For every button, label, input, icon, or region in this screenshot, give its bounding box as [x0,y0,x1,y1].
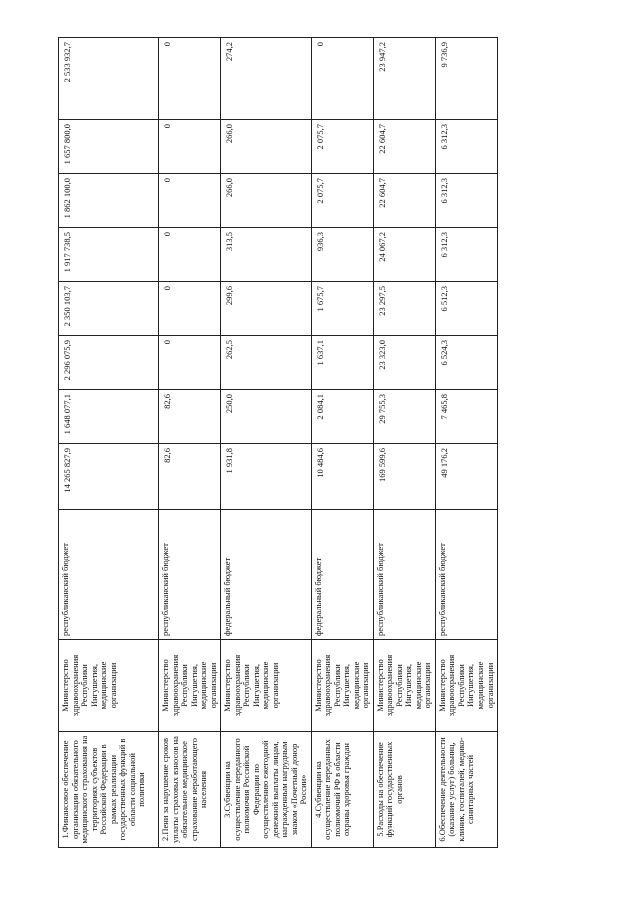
row-value: 0 [159,282,221,336]
row-value: 274,2 [221,38,312,120]
row-executor: Министерство здравоохранения Республики Ингушетия, медицинские организации [435,640,497,732]
row-value: 82,6 [159,444,221,510]
row-funding-source: республиканский бюджет [435,510,497,640]
row-value: 14 265 827,9 [59,444,159,510]
row-executor: Министерство здравоохранения Республики Ингушетия, медицинские организации [221,640,312,732]
row-name: 6.Обеспечение деятельности (оказание услуг) больниц, клиник, госпиталей, медико-санитарных частей [435,732,497,848]
row-value: 23 323,0 [373,336,435,390]
row-value: 0 [159,336,221,390]
row-value: 2 296 075,9 [59,336,159,390]
row-value: 169 599,6 [373,444,435,510]
row-name: 1.Финансовое обеспечение организации обязательного медицинского страхования на территориях субъектов Российской Федерации в рамках реализации государственных функций в области социальной политики [59,732,159,848]
row-funding-source: республиканский бюджет [373,510,435,640]
row-value: 2 084,1 [311,390,373,444]
row-value: 82,6 [159,390,221,444]
table-row [59,38,159,848]
row-value: 6 524,3 [435,336,497,390]
row-value: 9 736,9 [435,38,497,120]
row-value: 0 [159,120,221,174]
budget-table [58,37,498,848]
rotated-page [58,38,498,848]
row-value: 23 947,2 [373,38,435,120]
row-value: 2 350 103,7 [59,282,159,336]
row-funding-source: республиканский бюджет [159,510,221,640]
row-value: 0 [159,174,221,228]
table-row [435,38,497,848]
row-funding-source: федеральный бюджет [221,510,312,640]
row-value: 1 675,7 [311,282,373,336]
row-name: 4.Субвенции на осуществление переданных полномочий РФ в области охраны здоровья граждан [311,732,373,848]
row-executor: Министерство здравоохранения Республики Ингушетия, медицинские организации [59,640,159,732]
row-value: 6 312,3 [435,228,497,282]
row-value: 7 465,8 [435,390,497,444]
table-row [221,38,312,848]
row-value: 2 075,7 [311,120,373,174]
row-value: 2 533 932,7 [59,38,159,120]
row-executor: Министерство здравоохранения Республики Ингушетия, медицинские организации [373,640,435,732]
row-value: 6 312,3 [435,120,497,174]
row-value: 49 176,2 [435,444,497,510]
row-value: 1 657 800,0 [59,120,159,174]
row-name: 3.Субвенции на осуществление переданного полномочия Российской Федерации по осуществлению ежегодной денежной выплаты лицам, награжденным нагрудным знаком «Почетный донор России» [221,732,312,848]
table-row [311,38,373,848]
row-name: 5.Расходы на обеспечение функций государственных органов [373,732,435,848]
row-value: 24 067,2 [373,228,435,282]
row-value: 1 637,1 [311,336,373,390]
row-value: 10 484,6 [311,444,373,510]
row-value: 0 [159,228,221,282]
row-funding-source: федеральный бюджет [311,510,373,640]
row-value: 23 297,5 [373,282,435,336]
row-funding-source: республиканский бюджет [59,510,159,640]
row-value: 313,5 [221,228,312,282]
table-row [373,38,435,848]
row-value: 22 604,7 [373,174,435,228]
row-executor: Министерство здравоохранения Республики Ингушетия, медицинские организации [311,640,373,732]
row-value: 29 755,3 [373,390,435,444]
row-value: 266,0 [221,174,312,228]
row-value: 1 862 100,0 [59,174,159,228]
row-value: 0 [159,38,221,120]
row-value: 266,0 [221,120,312,174]
row-value: 1 648 077,1 [59,390,159,444]
row-value: 2 075,7 [311,174,373,228]
row-value: 262,5 [221,336,312,390]
row-value: 6 512,3 [435,282,497,336]
row-value: 1 931,8 [221,444,312,510]
row-value: 0 [311,38,373,120]
row-value: 22 604,7 [373,120,435,174]
row-value: 936,3 [311,228,373,282]
row-value: 250,0 [221,390,312,444]
row-value: 1 917 738,5 [59,228,159,282]
row-value: 6 312,3 [435,174,497,228]
table-row [159,38,221,848]
row-value: 299,6 [221,282,312,336]
row-executor: Министерство здравоохранения Республики Ингушетия, медицинские организации [159,640,221,732]
row-name: 2.Пени за нарушение сроков уплаты страховых взносов на обязательное медицинское страхование неработающего населения [159,732,221,848]
